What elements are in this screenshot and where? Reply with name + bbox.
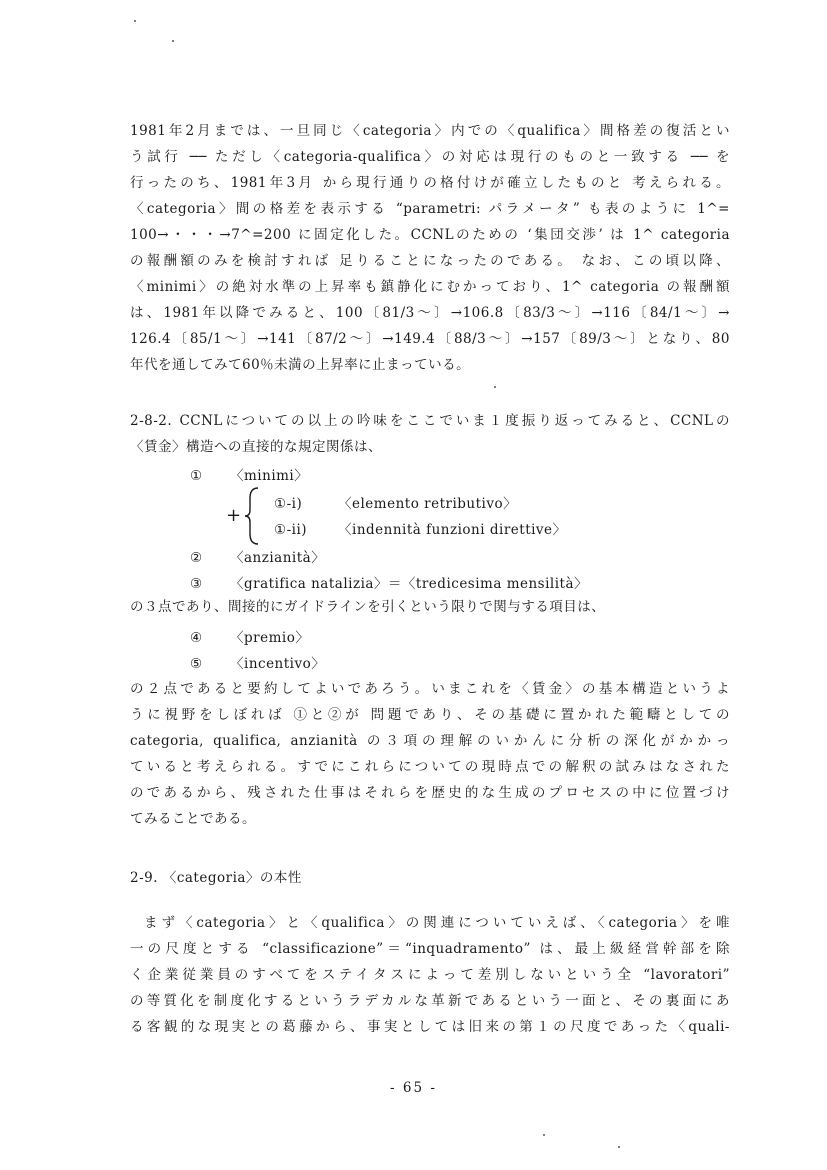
item-text: 〈minimi〉 (230, 468, 309, 484)
text-line: 1981年2月までは、一旦同じ〈categoria〉内での〈qualifica〉間格差の復活とい (130, 123, 730, 139)
item-text: 〈elemento retributivo〉 (338, 496, 518, 512)
item-number: ①-i) (274, 496, 303, 512)
item-number: ② (190, 550, 203, 566)
item-number: ①-ii) (274, 522, 308, 538)
text-line: 2-8-2. CCNLについての以上の吟味をここでいま１度振り返ってみると、CCNLの (130, 413, 730, 429)
text-line: 126.4〔85/1～〕→141〔87/2～〕→149.4〔88/3～〕→157〔89/3～〕となり、80 (130, 331, 730, 347)
text-line: 一の尺度とする “classificazione”＝“inquadramento” は、最上級経営幹部を除 (130, 941, 730, 957)
text-line: う試行 ── ただし〈categoria-qualifica〉の対応は現行のものと一致する ── を (130, 149, 730, 165)
text-line: categoria, qualifica, anzianità の３項の理解のいかんに分析の深化がかかっ (130, 733, 730, 749)
list-item-1-i (274, 492, 517, 512)
item-number: ③ (190, 576, 203, 592)
plus-sign: + (226, 505, 242, 526)
text-line: の２点であると要約してよいであろう。いまこれを〈賃金〉の基本構造というよ (130, 681, 730, 697)
text-line: まず〈categoria〉と〈qualifica〉の関連についていえば、〈categoria〉を唯 (144, 915, 730, 931)
list-item-2 (190, 546, 325, 566)
scan-speck (494, 386, 496, 388)
list-item-1 (190, 464, 308, 484)
text-line: てみることである。 (130, 811, 256, 827)
list-item-1-ii (274, 518, 567, 538)
left-brace-icon (244, 486, 260, 546)
item-text: 〈gratifica natalizia〉＝〈tredicesima mensilità〉 (230, 576, 589, 592)
item-text: 〈incentivo〉 (230, 656, 326, 672)
text-line: の報酬額のみを検討すれば 足りることになったのである。 なお、この頃以降、 (130, 253, 730, 269)
section-heading: 2-9. 〈categoria〉の本性 (130, 870, 302, 886)
text-line: うに視野をしぼれば ①と②が 問題であり、その基礎に置かれた範疇としての (130, 707, 730, 723)
text-line: 〈賃金〉構造への直接的な規定関係は、 (130, 439, 382, 455)
item-text: 〈premio〉 (230, 630, 310, 646)
item-number: ① (190, 468, 203, 484)
scan-speck (543, 1134, 545, 1136)
item-number: ④ (190, 630, 203, 646)
item-text: 〈indennità funzioni direttive〉 (338, 522, 567, 538)
item-text: 〈anzianità〉 (230, 550, 326, 566)
list-item-4 (190, 626, 309, 646)
text-line: 〈categoria〉間の格差を表示する “parametri: パラメータ” も表のように 1^= (130, 201, 730, 217)
paragraph-5 (130, 910, 730, 1040)
text-line: る客観的な現実との葛藤から、事実としては旧来の第１の尺度であった〈quali- (130, 1019, 730, 1035)
text-line: の３点であり、間接的にガイドラインを引くという限りで関与する項目は、 (130, 599, 606, 615)
paragraph-1 (130, 118, 730, 378)
paragraph-3 (130, 594, 730, 620)
page-number: - 65 - (390, 1080, 437, 1096)
list-item-3 (190, 572, 588, 592)
text-line: のであるから、残された仕事はそれらを歴史的な生成のプロセスの中に位置づけ (130, 785, 730, 801)
item-number: ⑤ (190, 656, 203, 672)
text-line: 〈minimi〉の絶対水準の上昇率も鎮静化にむかっており、1^ categoria の報酬額 (130, 279, 730, 295)
scan-speck (172, 40, 174, 42)
text-line: 行ったのち、1981年3月 から現行通りの格付けが確立したものと 考えられる。 (130, 175, 730, 191)
text-line: の等質化を制度化するというラデカルな革新であるという一面と、その裏面にあ (130, 993, 730, 1009)
text-line: ていると考えられる。すでにこれらについての現時点での解釈の試みはなされた (130, 759, 730, 775)
text-line: 年代を通してみて60％未満の上昇率に止まっている。 (130, 357, 471, 373)
scan-speck (618, 1146, 620, 1148)
paragraph-4 (130, 676, 730, 832)
list-item-5 (190, 652, 325, 672)
text-line: く企業従業員のすべてをステイタスによって差別しないという全 “lavoratori” (130, 967, 730, 983)
paragraph-2 (130, 408, 730, 460)
text-line: は、1981年以降でみると、100〔81/3～〕→106.8〔83/3～〕→116〔84/1～〕→ (130, 305, 730, 321)
text-line: 100→・・・→7^=200 に固定化した。CCNLのための ‘集団交渉’ は 1^ categoria (130, 227, 730, 243)
scan-speck (134, 20, 136, 22)
